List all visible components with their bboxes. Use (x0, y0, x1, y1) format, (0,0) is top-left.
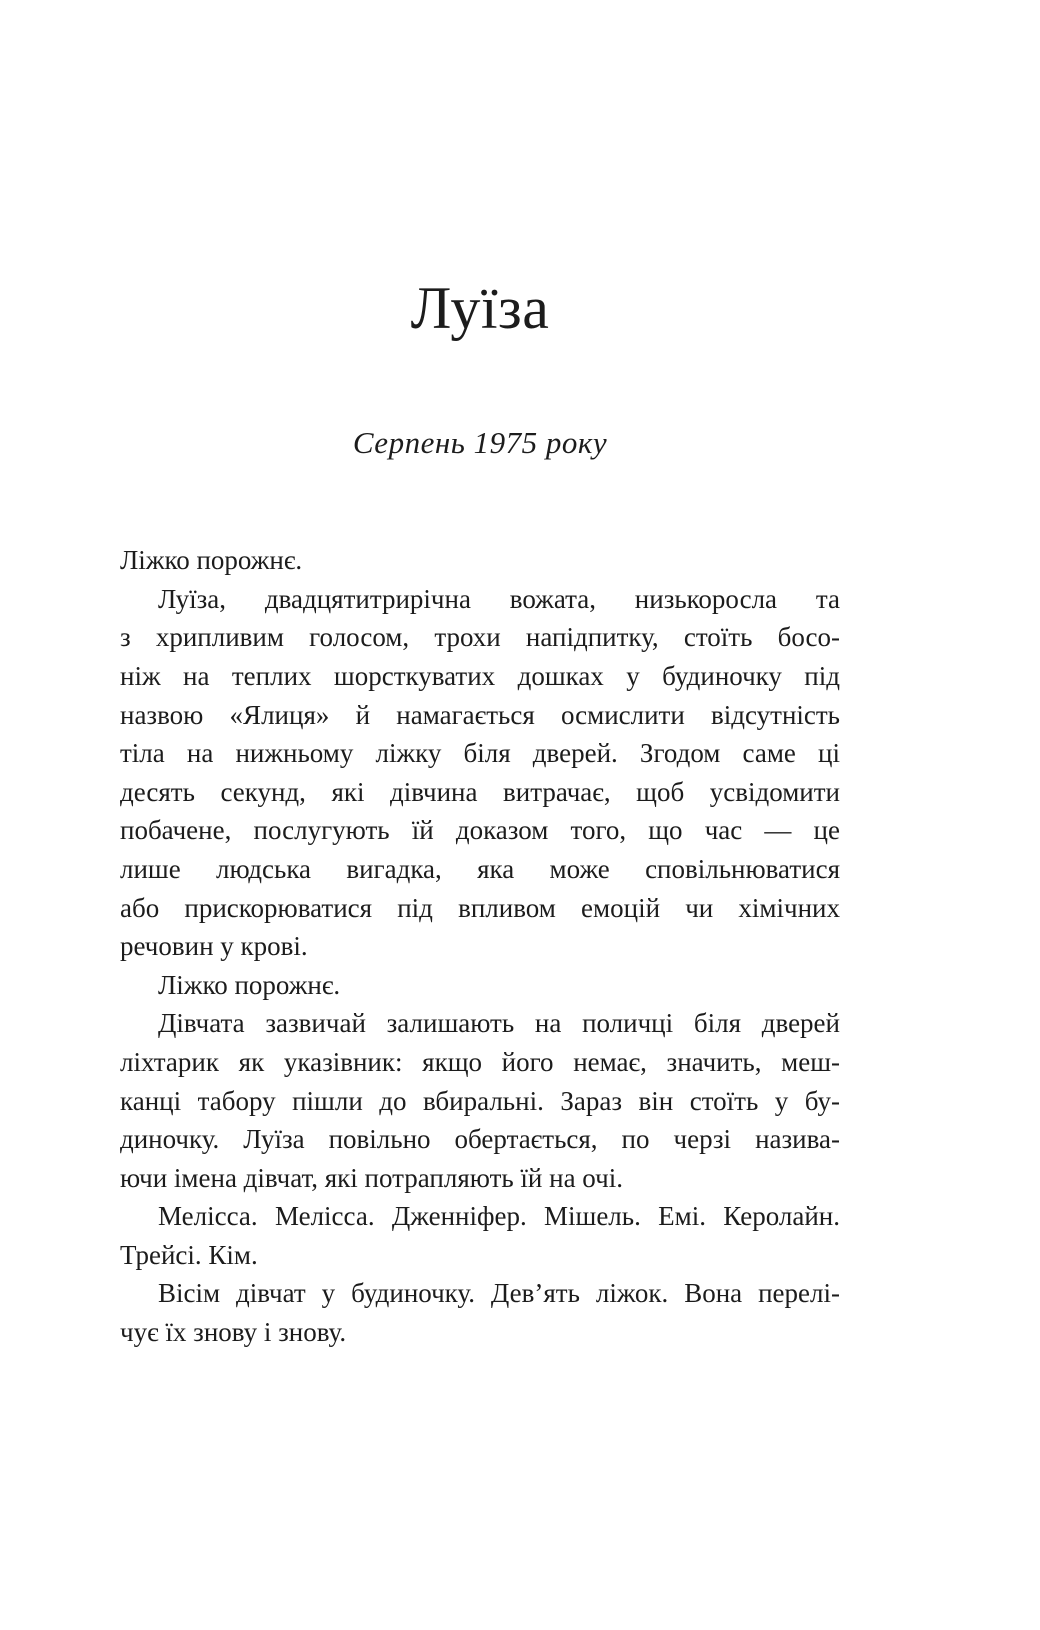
paragraph (120, 966, 840, 1005)
text-line: Вісім дівчат у будиночку. Дев’ять ліжок. Вона перелі- (158, 1278, 840, 1309)
text-line: ліхтарик як указівник: якщо його немає, значить, меш- (120, 1046, 840, 1077)
body-text (120, 541, 840, 1351)
paragraph (120, 541, 840, 580)
text-line: Ліжко порожнє. (158, 969, 341, 1000)
text-line: канці табору пішли до вбиральні. Зараз він стоїть у бу- (120, 1085, 840, 1116)
text-line: або прискорюватися під впливом емоцій чи хімічних (120, 892, 840, 923)
text-line: ючи імена дівчат, які потрапляють їй на очі. (120, 1162, 623, 1193)
paragraph (120, 1274, 840, 1351)
text-line: з хрипливим голосом, трохи напідпитку, стоїть босо- (120, 622, 840, 653)
paragraph (120, 1004, 840, 1197)
text-line: лише людська вигадка, яка може сповільнюватися (120, 853, 840, 884)
text-line: Дівчата зазвичай залишають на поличці біля дверей (158, 1008, 840, 1039)
text-line: побачене, послугують їй доказом того, що час — це (120, 815, 840, 846)
chapter-subtitle: Серпень 1975 року (352, 425, 608, 460)
paragraph (120, 1197, 840, 1274)
text-line: диночку. Луїза повільно обертається, по черзі назива- (120, 1124, 840, 1155)
text-line: речовин у крові. (120, 931, 308, 962)
text-line: десять секунд, які дівчина витрачає, щоб усвідомити (120, 776, 840, 807)
text-line: Мелісса. Мелісса. Дженніфер. Мішель. Емі. Керолайн. (158, 1201, 840, 1232)
text-line: Луїза, двадцятитрирічна вожата, низькоросла та (158, 583, 840, 614)
text-line: ніж на теплих шорсткуватих дошках у будиночку під (120, 660, 840, 691)
text-line: Трейсі. Кім. (120, 1239, 258, 1270)
paragraph (120, 580, 840, 966)
text-line: тіла на нижньому ліжку біля дверей. Згодом саме ці (120, 738, 840, 769)
text-line: назвою «Ялиця» й намагається осмислити відсутність (120, 699, 840, 730)
text-line: Ліжко порожнє. (120, 545, 303, 576)
chapter-title: Луїза (410, 275, 550, 341)
text-line: чує їх знову і знову. (120, 1317, 347, 1348)
